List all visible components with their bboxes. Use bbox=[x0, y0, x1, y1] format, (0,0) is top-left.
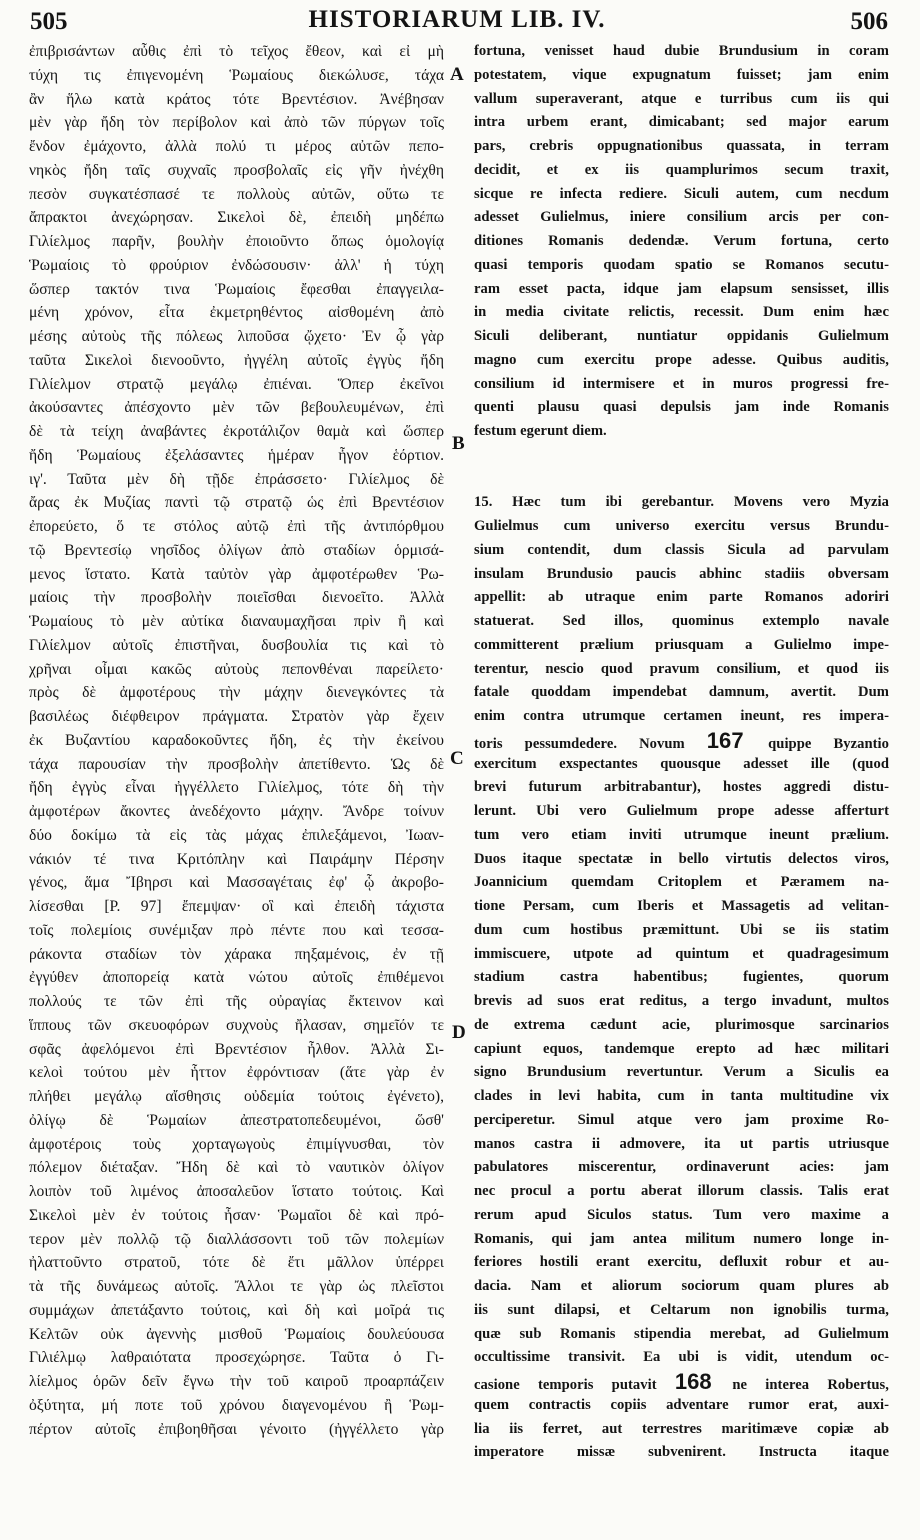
latin-line: capiunt equos, tandemque erepto ad hæc militari bbox=[474, 1040, 889, 1057]
greek-line: ταῦτα Σικελοὶ διενοοῦντο, ἠγγέλη αὐτοῖς ἐγγὺς ἤδη bbox=[29, 351, 444, 369]
latin-line: brevis ad suos erat reditus, a tergo invadunt, multos bbox=[474, 993, 889, 1009]
latin-line: ram esset pacta, idque jam elapsum sensisset, illis bbox=[474, 280, 889, 297]
margin-letter-c: C bbox=[450, 748, 464, 769]
page-number-right: 506 bbox=[850, 8, 888, 35]
greek-line: ἐπορεύετο, ὅ τε στόλος αὐτῷ ἐπὶ τῆς ἀντιπόρθμου bbox=[29, 518, 444, 535]
greek-line: Ῥωμαίοις τὸ φρούριον ἐνδώσουσιν· ἀλλ' ἡ τύχη bbox=[29, 256, 444, 274]
greek-line: λοιπὸν τοῦ λιμένος ἀποσαλεῦον ἵστατο τούτοις. Καὶ bbox=[29, 1183, 444, 1200]
latin-line: Duos itaque spectatæ in bello virtutis delectos viros, bbox=[474, 850, 889, 867]
greek-line: Σικελοὶ μὲν ἐν τούτοις ἦσαν· Ῥωμαῖοι δὲ καὶ πρό- bbox=[29, 1206, 444, 1224]
greek-line: ιγ'. Ταῦτα μὲν δὴ τῇδε ἐπράσσετο· Γιλίελμος δὲ bbox=[29, 470, 444, 488]
page-number-left: 505 bbox=[30, 8, 68, 35]
latin-line: iis sunt dilapsi, et Celtarum non ignobilis turma, bbox=[474, 1301, 889, 1318]
greek-line: μένη χρόνον, εἶτα ἐκμετρηθέντος αἰσθομένη ἀπὸ bbox=[29, 304, 444, 322]
latin-line: clades in levi habita, cum in tanta multitudine vix bbox=[474, 1088, 889, 1104]
latin-line: enim contra utrumque certamen ineunt, res impera- bbox=[474, 708, 889, 724]
margin-letter-a: A bbox=[450, 64, 464, 85]
greek-line: λίελμος ὁρῶν δεῖν ἔγνω τὴν τοῦ καιροῦ προαρπάζειν bbox=[29, 1373, 444, 1390]
greek-line: δὲ τὰ τείχη ἀναβάντες ἐκροτάλιζον θαμὰ καὶ ὥσπερ bbox=[29, 423, 444, 440]
greek-line: ἵππους τῶν σκευοφόρων συχνοὺς ἤλασαν, σημεῖόν τε bbox=[29, 1016, 444, 1034]
print-page-number: 168 bbox=[674, 1370, 733, 1394]
latin-line: toris pessumdedere. Novum 167 quippe Byzantio bbox=[474, 728, 889, 753]
greek-line: ἐγγύθεν ἀποπορείᾳ κατὰ νώτου αὐτοῖς ἐπιθέμενοι bbox=[29, 969, 444, 987]
latin-line: de extrema cædunt acie, plurimosque sarcinarios bbox=[474, 1016, 889, 1033]
greek-line: μὲν γὰρ ἤδη τὸν περίβολον καὶ ἀπὸ τῶν πύργων τοῖς bbox=[29, 114, 444, 132]
greek-line: ἀκούσαντες ἀπέσχοντο μὲν τῶν βεβουλευμένων, ἐπὶ bbox=[29, 399, 444, 417]
greek-line: τὰ τῆς δυνάμεως αὐτοῖς. Ἄλλοι τε γὰρ ὡς πλεῖστοι bbox=[29, 1278, 444, 1295]
greek-line: νάκιόν τέ τινα Κριτόπλην καὶ Παιράμην Πέρσην bbox=[29, 850, 444, 868]
greek-line: τῷ Βρεντεσίῳ νησῖδος ὀλίγων ἀπὸ σταδίων ὁρμισά- bbox=[29, 541, 444, 559]
greek-line: μέσης αὐτοὺς τῆς πόλεως λιποῦσα ᾤχετο· Ἐν ᾧ γὰρ bbox=[29, 328, 444, 345]
greek-line: ἠλαττοῦντο στρατοῦ, τότε δὲ ἔτι μᾶλλον ὑπέρρει bbox=[29, 1254, 444, 1272]
margin-letter-b: B bbox=[452, 433, 465, 454]
latin-line: Romanis, qui jam antea militum numero longe in- bbox=[474, 1230, 889, 1247]
latin-line: dacia. Nam et aliorum sociorum quam plures ab bbox=[474, 1278, 889, 1294]
greek-line: χρῆναι οἶμαι κακῶς αὐτοὺς πεπονθέναι παρείλετο· bbox=[29, 660, 444, 678]
greek-text-column bbox=[29, 40, 444, 1441]
greek-line: ἀμφοτέροις τοὺς χορταγωγοὺς ἐπιμίγνυσθαι, τὸν bbox=[29, 1135, 444, 1153]
latin-line: Joannicium quemdam Critoplem et Pæramem na- bbox=[474, 874, 889, 891]
latin-line: potestatem, vique expugnatum fuisset; jam enim bbox=[474, 66, 889, 83]
latin-line: lia iis ferret, aut terrestres maritimæve copiæ ab bbox=[474, 1420, 889, 1437]
greek-line: ἤδη Ῥωμαίους ἐξελάσαντες ἡμέραν ἦγον ἑόρτιον. bbox=[29, 446, 444, 464]
greek-line: ἐπιβρισάντων αὖθις ἐπὶ τὸ τεῖχος ἔθεον, καὶ εἰ μὴ bbox=[29, 43, 444, 60]
greek-line: πρὸς δὲ ἀμφοτέρους τὴν μάχην διενεγκόντες τὰ bbox=[29, 684, 444, 702]
latin-line: pabulatores miscerentur, ordinaverunt acies: jam bbox=[474, 1159, 889, 1176]
latin-line: manos castra ii admovere, ita ut partis utriusque bbox=[474, 1135, 889, 1152]
latin-line: intra urbem erant, dimicabant; sed major earum bbox=[474, 114, 889, 131]
print-page-number: 167 bbox=[706, 728, 769, 753]
latin-line: sium contendit, dum classis Sicula ad parvulam bbox=[474, 541, 889, 558]
greek-line: ἀμφοτέρων ἄκοντες ἀνεδέχοντο μάχην. Ἄνδρε τοίνυν bbox=[29, 803, 444, 820]
latin-line: tione Persam, cum Iberis et Massagetis ad velitan- bbox=[474, 898, 889, 914]
latin-line: perciperetur. Simul atque vero jam proxime Ro- bbox=[474, 1111, 889, 1128]
latin-line: signo Brundusium revertuntur. Verum a Siculis ea bbox=[474, 1064, 889, 1081]
greek-line: ἔνδον ἐμάχοντο, ἀλλὰ πολύ τι μέρος αὐτῶν πεπο- bbox=[29, 138, 444, 155]
greek-line: ἄπρακτοι ἀνεχώρησαν. Σικελοὶ δὲ, ἐπειδὴ μηδέπω bbox=[29, 209, 444, 227]
greek-line: ὀλίγῳ δὲ Ῥωμαίων ἀπεστρατοπεδευμένοι, ὥσθ' bbox=[29, 1111, 444, 1129]
latin-line: in media civitate relictis, recessit. Dum enim hæc bbox=[474, 304, 889, 321]
latin-line: decidit, et ex iis quamplurimos secum traxit, bbox=[474, 161, 889, 178]
running-title: HISTORIARUM LIB. IV. bbox=[308, 6, 606, 33]
latin-line: sicque re infecta rediere. Siculi autem, cum necdum bbox=[474, 185, 889, 202]
latin-line: statuerat. Sed illos, quominus extemplo navale bbox=[474, 613, 889, 629]
latin-line: adesset Gulielmus, iniere consilium arcis per con- bbox=[474, 209, 889, 226]
greek-line: πολλούς τε τῶν ἐπὶ τῆς οὐραγίας ἔκτεινον καὶ bbox=[29, 993, 444, 1010]
greek-line: σφᾶς ἀφελόμενοι ἐπὶ Βρεντέσιον ἦλθον. Ἀλλὰ Σι- bbox=[29, 1040, 444, 1058]
greek-line: τοῖς πολεμίοις συνέμιξαν πρὸ πέντε που καὶ τεσσα- bbox=[29, 921, 444, 939]
latin-line: pars, crebris oppugnationibus quassata, in terram bbox=[474, 138, 889, 154]
greek-line: μενος ἵστατο. Κατὰ ταὐτὸν γὰρ ἀμφοτέρωθεν Ῥω- bbox=[29, 565, 444, 583]
greek-line: πόλεμον διέταξαν. Ἤδη δὲ καὶ τὸ ναυτικὸν ὀλίγον bbox=[29, 1159, 444, 1177]
greek-line: τερον μὲν πολλῷ τῷ διαλλάσσοντι τοῦ τῶν πολεμίων bbox=[29, 1230, 444, 1248]
greek-line: ἄρας ἐκ Μυζίας παντὶ τῷ στρατῷ ὡς ἐπὶ Βρεντέσιον bbox=[29, 494, 444, 512]
greek-line: νηκὸς ἤδη ταῖς συχναῖς προσβολαῖς εἰς γῆν ἠνέχθη bbox=[29, 161, 444, 179]
latin-line: insulam Brundusio paucis abhinc stadiis obversam bbox=[474, 565, 889, 582]
greek-line: τάχα παρουσίαν τὴν προσβολὴν ἀπετίθεντο. Ὡς δὲ bbox=[29, 755, 444, 773]
latin-line: magno cum exercitu prope adesse. Quibus auditis, bbox=[474, 351, 889, 368]
greek-line: κελοὶ τούτου μὲν ἧττον ἐφρόντισαν (ἅτε γὰρ ἐν bbox=[29, 1064, 444, 1082]
greek-line: ἐκ Βυζαντίου καραδοκοῦντες ἤδη, ἐς τὴν ἐκείνου bbox=[29, 731, 444, 749]
latin-line: Gulielmus cum universo exercitu versus Brundu- bbox=[474, 518, 889, 534]
latin-line: terentur, nescio quod pravum consilium, et quod iis bbox=[474, 660, 889, 677]
greek-line: μαίοις τὴν προσβολὴν ποιεῖσθαι διενοεῖτο. Ἀλλὰ bbox=[29, 589, 444, 607]
latin-line: fortuna, venisset haud dubie Brundusium in coram bbox=[474, 43, 889, 59]
latin-line: quenti plausu quasi depulsis jam inde Romanis bbox=[474, 399, 889, 416]
greek-line: βασιλέως διέφθειρον πράγματα. Στρατὸν γὰρ ἔχειν bbox=[29, 708, 444, 725]
latin-line: immiscuere, utpote ad quintum et quadragesimum bbox=[474, 945, 889, 962]
latin-line: occultissime transivit. Ea ubi is vidit, utendum oc- bbox=[474, 1349, 889, 1366]
latin-line: 15. Hæc tum ibi gerebantur. Movens vero Myzia bbox=[474, 494, 889, 511]
latin-line: consilium id intermisere et in muros progressi fre- bbox=[474, 375, 889, 392]
greek-line: ἤδη ἐγγὺς εἶναι ἠγγέλλετο Γιλίελμος, τότε δὴ τὴν bbox=[29, 779, 444, 797]
greek-line: δύο δοκίμω τὰ εἰς τὰς μάχας ἐπιλεξάμενοι, Ἰωαν- bbox=[29, 826, 444, 844]
latin-line: nec procul a portu aberat illorum classis. Talis erat bbox=[474, 1183, 889, 1199]
greek-line: πεσὸν συγκατέσπασέ τε πολλοὺς αὐτῶν, οὕτω τε bbox=[29, 185, 444, 203]
greek-line: πλήθει μεγάλῳ αἴσθησις οὐδεμία τούτοις ἐγένετο), bbox=[29, 1088, 444, 1105]
greek-line: ὥσπερ τακτόν τινα Ῥωμαίοις ἔφεσθαι ἐπαγγειλα- bbox=[29, 280, 444, 298]
greek-line: τύχη τις ἐπιγενομένη Ῥωμαίους διεκώλυσε, τάχα bbox=[29, 66, 444, 84]
greek-line: γένος, ἅμα Ἴβηρσι καὶ Μασσαγέταις ἐφ' ᾧ ἀκροβο- bbox=[29, 874, 444, 892]
greek-line: λίσεσθαι [P. 97] ἔπεμψαν· οἳ καὶ ἐπειδὴ τάχιστα bbox=[29, 898, 444, 915]
latin-line: imperatore missæ subvenirent. Instructa itaque bbox=[474, 1444, 889, 1461]
greek-line: Ῥωμαίους τὸ μὲν αὐτίκα διαναυμαχῆσαι πρὶν ἢ καὶ bbox=[29, 613, 444, 630]
latin-line: quasi temporis quodam spatio se Romanos secutu- bbox=[474, 256, 889, 273]
latin-line: feriores hostili erant exercitu, defluxit robur et au- bbox=[474, 1254, 889, 1271]
greek-line: Γιλίελμος παρῆν, βουλὴν ἐποιοῦντο ὅπως ὁμολογίᾳ bbox=[29, 233, 444, 250]
margin-letter-d: D bbox=[452, 1022, 466, 1043]
greek-line: πέρτον αὐτοῖς ἐπιβοηθῆσαι γένοιτο (ἠγγέλλετο γὰρ bbox=[29, 1420, 444, 1438]
latin-line: rerum apud Siculos status. Tum vero maxime a bbox=[474, 1206, 889, 1223]
latin-text-column bbox=[474, 40, 889, 1465]
greek-line: Γιλίελμον στρατῷ μεγάλῳ ἐπιέναι. Ὅπερ ἐκεῖνοι bbox=[29, 375, 444, 393]
latin-line: committerent prælium priusquam a Gulielmo impe- bbox=[474, 636, 889, 653]
latin-line: brevi futurum arbitrabantur), hostes aggredi distu- bbox=[474, 779, 889, 796]
latin-line: Siculi deliberant, nuntiatur oppidanis Gulielmum bbox=[474, 328, 889, 344]
greek-line: Γιλίελμον αὐτοῖς ἐπιστῆναι, δυσβουλία τις καὶ τὸ bbox=[29, 636, 444, 654]
latin-line: festum egerunt diem. bbox=[474, 423, 607, 439]
greek-line: Γιλιέλμῳ λαθραιότατα προσεχώρησε. Ταῦτα ὁ Γι- bbox=[29, 1349, 444, 1367]
latin-line: fatale quoddam impendebat damnum, avertit. Dum bbox=[474, 684, 889, 701]
latin-line: vallum superaverant, atque e turribus cum iis qui bbox=[474, 90, 889, 107]
latin-line: tum vero etiam inviti utrumque ineunt prælium. bbox=[474, 826, 889, 843]
latin-line: quæ sub Romanis stipendia merebat, ad Gulielmum bbox=[474, 1325, 889, 1342]
latin-line: ditiones Romanis dedendæ. Verum fortuna, certo bbox=[474, 233, 889, 249]
latin-line: appellit: ab utraque enim parte Romanos adoriri bbox=[474, 589, 889, 606]
greek-line: συμμάχων ἀπετάξαντο τούτοις, καὶ δὴ καὶ μοῖρά τις bbox=[29, 1301, 444, 1319]
running-header bbox=[26, 6, 888, 40]
latin-line: stadium castra habentibus; fugientes, quorum bbox=[474, 969, 889, 986]
greek-line: ράκοντα σταδίων τὸν χάρακα πηξαμένοις, ἐν τῇ bbox=[29, 945, 444, 963]
greek-line: ὀξύτητα, μή ποτε τοῦ χρόνου διαγενομένου ἢ Ῥωμ- bbox=[29, 1396, 444, 1414]
latin-line: lerunt. Ubi vero Gulielmum prope adesse afferturt bbox=[474, 803, 889, 819]
latin-line: quem contractis copiis adventare rumor erat, auxi- bbox=[474, 1396, 889, 1413]
latin-line: dum cum hostibus præmittunt. Ubi se iis statim bbox=[474, 921, 889, 938]
greek-line: Κελτῶν οὐκ ἀγεννὴς μισθοῦ Ῥωμαίοις δουλεύουσα bbox=[29, 1325, 444, 1343]
latin-line: casione temporis putavit 168 ne interea Robertus, bbox=[474, 1370, 889, 1394]
greek-line: ἂν ἥλω κατὰ κράτος τότε Βρεντέσιον. Ἀνέβησαν bbox=[29, 90, 444, 108]
latin-line: exercitum exspectantes quousque adesset ille (quod bbox=[474, 755, 889, 772]
